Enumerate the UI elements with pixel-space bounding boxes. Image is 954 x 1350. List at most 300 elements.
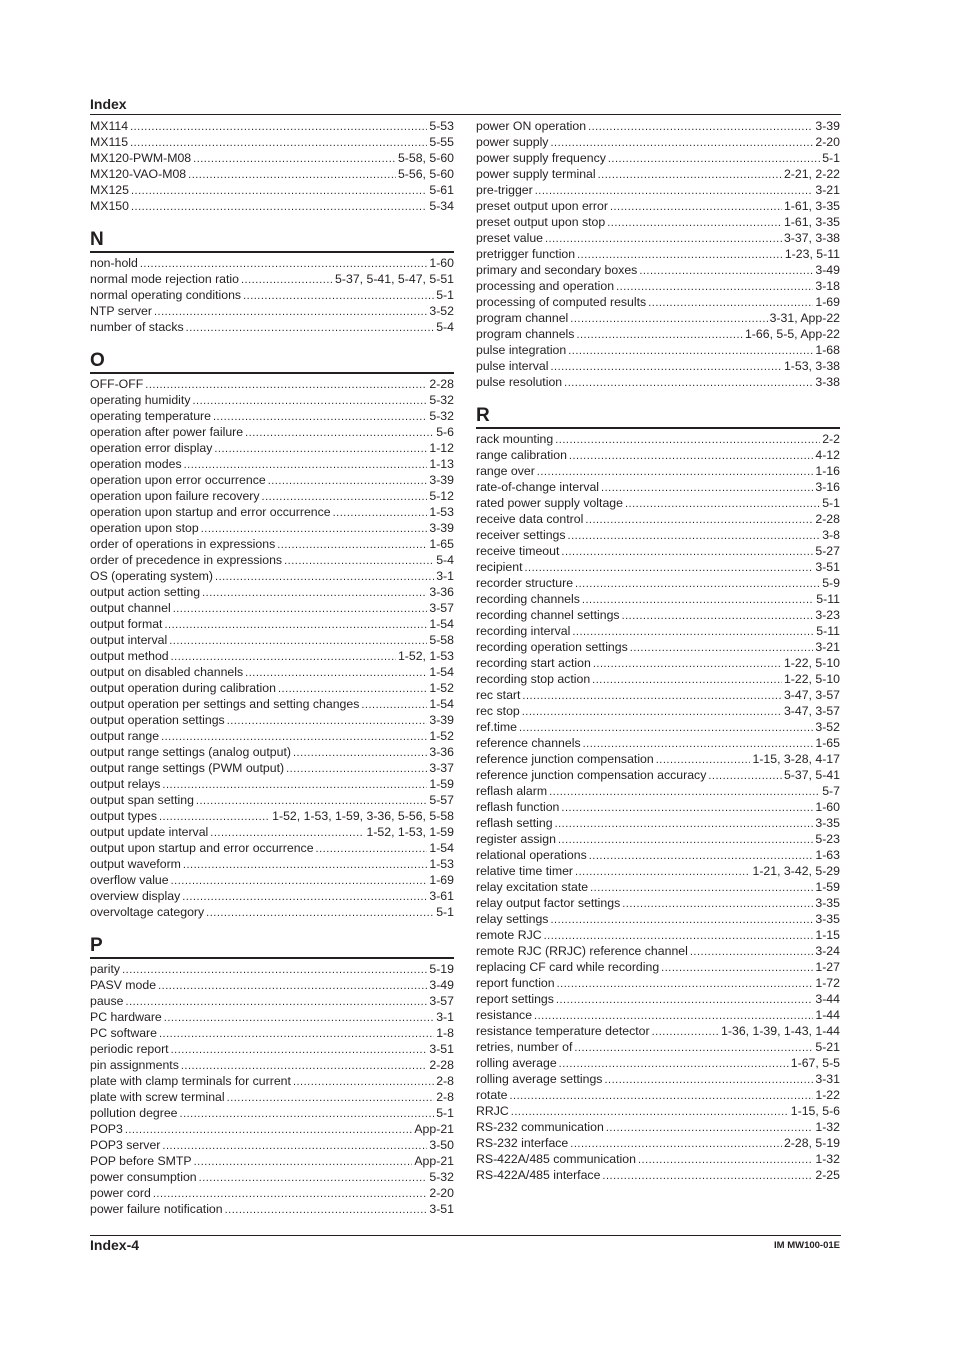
index-term: range over (476, 464, 535, 478)
index-entry (476, 527, 840, 543)
index-page-refs: 1-63 (815, 848, 840, 862)
index-page-refs: 3-18 (815, 279, 840, 293)
index-entry (476, 214, 840, 230)
index-term: processing of computed results (476, 295, 647, 309)
index-term: processing and operation (476, 279, 615, 293)
index-entry (476, 1055, 840, 1071)
dot-leader (126, 994, 428, 1009)
dot-leader (639, 263, 813, 278)
index-term: resistance (476, 1008, 533, 1022)
index-page-refs: 5-37, 5-41, 5-47, 5-51 (335, 272, 454, 286)
index-entry (476, 230, 840, 246)
index-term: parity (90, 962, 121, 976)
index-term: recording start action (476, 656, 591, 670)
dot-leader (169, 633, 427, 648)
index-entry (90, 904, 454, 920)
index-term: overflow value (90, 873, 169, 887)
index-entry (90, 648, 454, 664)
index-page-refs: 3-51 (429, 1202, 454, 1216)
index-page-refs: 1-61, 3-35 (783, 215, 840, 229)
dot-leader (125, 1122, 413, 1137)
dot-leader (171, 649, 396, 664)
index-page-refs: 3-37 (429, 761, 454, 775)
dot-leader (184, 457, 428, 472)
dot-leader (202, 585, 427, 600)
index-entry (90, 888, 454, 904)
index-page-refs: 2-28 (429, 1058, 454, 1072)
index-term: OFF-OFF (90, 377, 144, 391)
index-entry (476, 278, 840, 294)
index-term: receiver settings (476, 528, 566, 542)
index-entry (476, 927, 840, 943)
index-term: ref.time (476, 720, 517, 734)
index-page-refs: 2-20 (429, 1186, 454, 1200)
index-page-refs: 1-59 (429, 777, 454, 791)
index-page-refs: 2-28 (815, 512, 840, 526)
index-term: overview display (90, 889, 181, 903)
dot-leader (535, 183, 814, 198)
index-term: output channel (90, 601, 171, 615)
index-page-refs: 3-50 (429, 1138, 454, 1152)
dot-leader (568, 343, 813, 358)
index-entry (90, 520, 454, 536)
index-entry (90, 456, 454, 472)
dot-leader (130, 119, 427, 134)
index-page-refs: 2-8 (436, 1090, 454, 1104)
index-term: output on disabled channels (90, 665, 244, 679)
dot-leader (199, 1170, 428, 1185)
index-entry (90, 584, 454, 600)
dot-leader (153, 1186, 428, 1201)
dot-leader (245, 665, 427, 680)
index-entry (90, 824, 454, 840)
index-entry (476, 687, 840, 703)
index-term: output types (90, 809, 157, 823)
index-entry (476, 767, 840, 783)
index-page-refs: 1-67, 5-5 (790, 1056, 840, 1070)
index-entry (90, 408, 454, 424)
dot-leader (607, 215, 782, 230)
dot-leader (277, 537, 427, 552)
dot-leader (227, 713, 428, 728)
index-entry (476, 358, 840, 374)
dot-leader (572, 624, 814, 639)
index-term: power supply (476, 135, 549, 149)
dot-leader (164, 617, 427, 632)
index-term: replacing CF card while recording (476, 960, 660, 974)
index-term: non-hold (90, 256, 138, 270)
index-entry (90, 303, 454, 319)
dot-leader (550, 135, 813, 150)
index-term: preset value (476, 231, 543, 245)
index-term: output operation settings (90, 713, 225, 727)
index-entry (476, 719, 840, 735)
index-term: RS-422A/485 communication (476, 1152, 636, 1166)
section-spacer (90, 920, 454, 936)
index-page-refs: 3-21 (815, 183, 840, 197)
index-term: operating temperature (90, 409, 211, 423)
index-term: receive timeout (476, 544, 560, 558)
index-entry (90, 808, 454, 824)
index-term: recipient (476, 560, 523, 574)
index-entry (90, 376, 454, 392)
section-spacer (90, 335, 454, 351)
index-term: operation upon startup and error occurrence (90, 505, 331, 519)
index-entry (90, 993, 454, 1009)
index-entry (90, 872, 454, 888)
index-entry (476, 863, 840, 879)
index-entry (90, 1153, 454, 1169)
index-page-refs: 4-12 (815, 448, 840, 462)
dot-leader (534, 1008, 813, 1023)
index-page-refs: 3-49 (815, 263, 840, 277)
index-page-refs: 3-51 (815, 560, 840, 574)
index-page-refs: 1-69 (815, 295, 840, 309)
index-entry (476, 182, 840, 198)
dot-leader (545, 231, 782, 246)
index-term: MX150 (90, 199, 129, 213)
index-term: pre-trigger (476, 183, 533, 197)
index-term: RS-422A/485 interface (476, 1168, 601, 1182)
page-header-title: Index (90, 96, 127, 112)
dot-leader (582, 592, 814, 607)
index-entry (476, 943, 840, 959)
index-term: rec start (476, 688, 521, 702)
index-page-refs: 5-34 (429, 199, 454, 213)
index-page-refs: 3-1 (436, 1010, 454, 1024)
index-entry (476, 495, 840, 511)
index-term: overvoltage category (90, 905, 205, 919)
index-term: pretrigger function (476, 247, 576, 261)
dot-leader (588, 119, 813, 134)
index-page-refs: 1-22 (815, 1088, 840, 1102)
index-page-refs: 3-35 (815, 912, 840, 926)
index-page-refs: 2-21, 2-22 (783, 167, 840, 181)
dot-leader (171, 873, 428, 888)
index-entry (476, 783, 840, 799)
dot-leader (608, 151, 820, 166)
index-term: power ON operation (476, 119, 587, 133)
index-entry (476, 342, 840, 358)
index-term: normal mode rejection ratio (90, 272, 239, 286)
index-term: reference channels (476, 736, 581, 750)
index-term: operation upon stop (90, 521, 199, 535)
index-page-refs: 1-21, 3-42, 5-29 (752, 864, 840, 878)
dot-leader (284, 553, 434, 568)
index-page-refs: 1-23, 5-11 (784, 247, 840, 261)
index-entry (90, 1025, 454, 1041)
index-term: rate-of-change interval (476, 480, 600, 494)
index-term: PASV mode (90, 978, 157, 992)
index-page-refs: 2-25 (815, 1168, 840, 1182)
dot-leader (630, 640, 814, 655)
dot-leader (188, 167, 396, 182)
dot-leader (509, 1088, 813, 1103)
index-term: POP before SMTP (90, 1154, 192, 1168)
dot-leader (145, 377, 427, 392)
index-page-refs: 3-39 (815, 119, 840, 133)
index-page-refs: 3-21 (815, 640, 840, 654)
index-page-refs: 1-13 (429, 457, 454, 471)
index-entry (476, 991, 840, 1007)
dot-leader (181, 1058, 428, 1073)
index-page-refs: 1-52 (429, 681, 454, 695)
index-entry (90, 696, 454, 712)
index-term: rated power supply voltage (476, 496, 623, 510)
index-page-refs: 5-57 (429, 793, 454, 807)
index-page-refs: 1-36, 1-39, 1-43, 1-44 (721, 1024, 840, 1038)
index-entry (476, 1007, 840, 1023)
dot-leader (576, 327, 743, 342)
index-section-heading: N (90, 230, 454, 253)
index-entry (90, 1057, 454, 1073)
index-entry (90, 744, 454, 760)
index-column-left (90, 118, 454, 1217)
dot-leader (656, 752, 751, 767)
index-page-refs: 3-39 (429, 473, 454, 487)
dot-leader (173, 601, 428, 616)
dot-leader (561, 544, 813, 559)
index-page-refs: 1-60 (429, 256, 454, 270)
index-page-refs: 1-61, 3-35 (783, 199, 840, 213)
document-id: IM MW100-01E (774, 1240, 840, 1251)
index-page-refs: 5-1 (822, 151, 840, 165)
index-entry (476, 1103, 840, 1119)
index-entry (90, 840, 454, 856)
dot-leader (708, 768, 782, 783)
index-term: MX114 (90, 119, 129, 133)
index-page-refs: 5-27 (815, 544, 840, 558)
index-term: PC hardware (90, 1010, 162, 1024)
index-entry (90, 255, 454, 271)
dot-leader (262, 489, 428, 504)
dot-leader (194, 1154, 413, 1169)
index-term: reference junction compensation accuracy (476, 768, 707, 782)
index-term: output range (90, 729, 160, 743)
index-entry (476, 326, 840, 342)
index-entry (476, 310, 840, 326)
page-number: Index-4 (90, 1237, 140, 1253)
index-entry (476, 479, 840, 495)
index-page-refs: 3-47, 3-57 (783, 688, 840, 702)
dot-leader (690, 944, 814, 959)
dot-leader (213, 409, 427, 424)
dot-leader (162, 777, 427, 792)
index-page-refs: 3-36 (429, 585, 454, 599)
index-page-refs: 5-23 (815, 832, 840, 846)
index-entry (476, 543, 840, 559)
dot-leader (575, 864, 750, 879)
index-page-refs: 1-52, 1-53 (397, 649, 454, 663)
index-page-refs: 5-1 (822, 496, 840, 510)
dot-leader (241, 272, 333, 287)
index-term: power consumption (90, 1170, 197, 1184)
dot-leader (162, 1138, 427, 1153)
index-page-refs: 3-52 (429, 304, 454, 318)
index-entry (90, 632, 454, 648)
index-entry (90, 182, 454, 198)
index-page-refs: 5-21 (815, 1040, 840, 1054)
dot-leader (161, 729, 427, 744)
index-page-refs: 2-28, 5-19 (783, 1136, 840, 1150)
index-entry (476, 671, 840, 687)
index-entry (90, 472, 454, 488)
index-page-refs: 1-12 (429, 441, 454, 455)
index-page-refs: 1-54 (429, 841, 454, 855)
dot-leader (524, 560, 813, 575)
index-term: rolling average (476, 1056, 557, 1070)
index-term: MX125 (90, 183, 129, 197)
dot-leader (537, 464, 814, 479)
dot-leader (569, 448, 813, 463)
section-spacer (90, 214, 454, 230)
index-entry (476, 150, 840, 166)
index-page-refs: 1-22, 5-10 (783, 672, 840, 686)
index-entry (90, 1041, 454, 1057)
index-entry (90, 1121, 454, 1137)
index-entry (476, 1087, 840, 1103)
index-term: rec stop (476, 704, 520, 718)
index-page-refs: 5-11 (816, 624, 840, 638)
index-entry (476, 1151, 840, 1167)
index-term: pulse resolution (476, 375, 563, 389)
dot-leader (182, 889, 427, 904)
index-page-refs: 5-12 (429, 489, 454, 503)
index-entry (90, 134, 454, 150)
index-entry (476, 294, 840, 310)
index-page-refs: 3-31 (815, 1072, 840, 1086)
dot-leader (622, 896, 813, 911)
index-entry (90, 424, 454, 440)
dot-leader (227, 1090, 435, 1105)
dot-leader (293, 745, 427, 760)
index-term: recording operation settings (476, 640, 628, 654)
index-term: power failure notification (90, 1202, 223, 1216)
index-page-refs: 3-57 (429, 601, 454, 615)
dot-leader (522, 704, 782, 719)
index-term: output action setting (90, 585, 201, 599)
index-term: rack mounting (476, 432, 554, 446)
index-page-refs: 3-38 (815, 375, 840, 389)
index-entry (476, 607, 840, 623)
index-term: recording stop action (476, 672, 591, 686)
index-page-refs: 1-44 (815, 1008, 840, 1022)
dot-leader (131, 199, 427, 214)
index-page-refs: 5-56, 5-60 (397, 167, 454, 181)
index-page-refs: 5-19 (429, 962, 454, 976)
index-entry (476, 735, 840, 751)
index-entry (476, 655, 840, 671)
index-term: RS-232 interface (476, 1136, 569, 1150)
index-term: program channel (476, 311, 569, 325)
index-term: output format (90, 617, 163, 631)
index-entry (90, 536, 454, 552)
index-term: operation upon error occurrence (90, 473, 266, 487)
index-entry (476, 623, 840, 639)
index-term: MX120-VAO-M08 (90, 167, 187, 181)
index-entry (476, 831, 840, 847)
dot-leader (278, 681, 427, 696)
index-page-refs: 3-35 (815, 896, 840, 910)
dot-leader (550, 912, 813, 927)
index-page-refs: 1-60 (815, 800, 840, 814)
index-term: recorder structure (476, 576, 574, 590)
dot-leader (154, 304, 427, 319)
index-page-refs: 3-8 (822, 528, 840, 542)
index-page-refs: 3-47, 3-57 (783, 704, 840, 718)
index-entry (476, 166, 840, 182)
dot-leader (622, 608, 814, 623)
index-term: output span setting (90, 793, 194, 807)
index-term: remote RJC (476, 928, 542, 942)
dot-leader (598, 167, 782, 182)
index-page-refs: 1-15, 3-28, 4-17 (752, 752, 840, 766)
index-page-refs: 1-69 (429, 873, 454, 887)
index-term: rotate (476, 1088, 508, 1102)
index-term: order of operations in expressions (90, 537, 276, 551)
index-page-refs: 2-20 (815, 135, 840, 149)
index-term: POP3 (90, 1122, 123, 1136)
index-term: output waveform (90, 857, 181, 871)
index-entry (90, 1169, 454, 1185)
index-term: order of precedence in expressions (90, 553, 283, 567)
dot-leader (245, 425, 434, 440)
index-page-refs: 3-61 (429, 889, 454, 903)
index-page-refs: 1-54 (429, 697, 454, 711)
index-page-refs: 3-51 (429, 1042, 454, 1056)
dot-leader (561, 800, 813, 815)
index-term: reflash function (476, 800, 560, 814)
index-term: resistance temperature detector (476, 1024, 650, 1038)
index-term: pause (90, 994, 124, 1008)
index-term: reflash setting (476, 816, 553, 830)
dot-leader (574, 1040, 813, 1055)
index-term: recording channels (476, 592, 580, 606)
index-page-refs: 1-32 (815, 1152, 840, 1166)
index-term: preset output upon stop (476, 215, 606, 229)
index-term: power supply terminal (476, 167, 596, 181)
index-section-heading: R (476, 406, 840, 429)
dot-leader (293, 1074, 434, 1089)
dot-leader (570, 311, 767, 326)
index-entry (476, 246, 840, 262)
index-entry (476, 431, 840, 447)
index-page-refs: 1-15 (815, 928, 840, 942)
dot-leader (196, 793, 427, 808)
dot-leader (652, 1024, 719, 1039)
index-term: MX120-PWM-M08 (90, 151, 192, 165)
index-entry (90, 760, 454, 776)
index-entry (90, 1009, 454, 1025)
index-entry (90, 287, 454, 303)
index-page-refs: 1-59 (815, 880, 840, 894)
dot-leader (122, 962, 427, 977)
index-page-refs: 5-58, 5-60 (397, 151, 454, 165)
index-entry (476, 815, 840, 831)
index-page-refs: 1-53, 3-38 (783, 359, 840, 373)
dot-leader (625, 496, 820, 511)
index-page-refs: 5-7 (822, 784, 840, 798)
dot-leader (583, 736, 814, 751)
index-term: register assign (476, 832, 556, 846)
index-entry (90, 1185, 454, 1201)
index-page-refs: 3-39 (429, 521, 454, 535)
index-entry (476, 463, 840, 479)
dot-leader (180, 1106, 435, 1121)
index-page-refs: 5-32 (429, 409, 454, 423)
dot-leader (214, 441, 427, 456)
index-entry (476, 639, 840, 655)
